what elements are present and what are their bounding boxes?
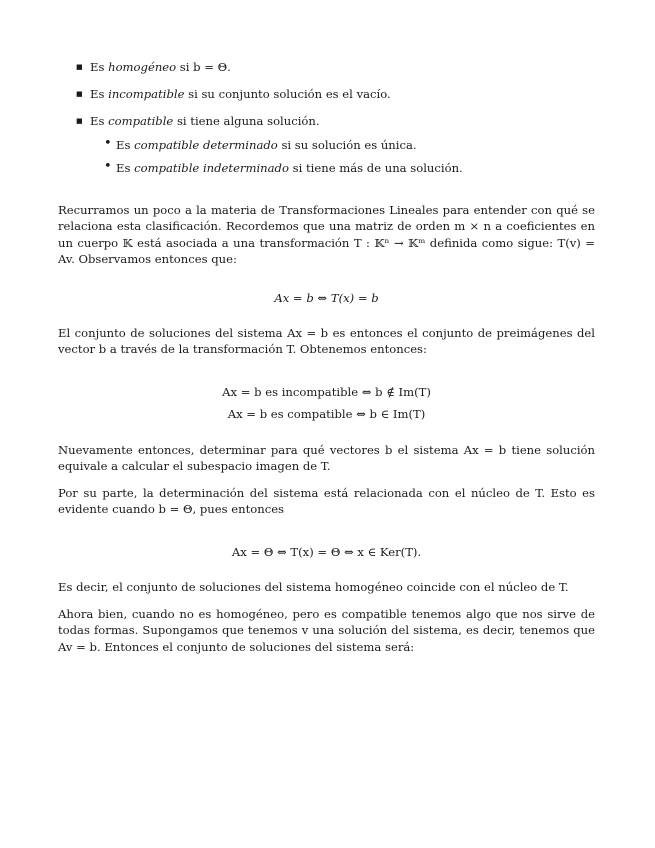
list-item-text: si su solución es única. — [277, 138, 417, 153]
list-item-term: compatible determinado — [134, 138, 278, 153]
list-item — [104, 137, 596, 153]
compatible-sublist — [104, 137, 596, 176]
list-item-text: si su conjunto solución es el vacío. — [184, 86, 391, 101]
paragraph-transformations: Recurramos un poco a la materia de Transformaciones Lineales para entender con qué se relaciona esta clasificación. Recordemos que una matriz de orden m × n a coeficientes en un cuerpo 𝕂 está asociada a una transformación T : 𝕂ⁿ → 𝕂ᵐ definida como sigue: T(v) = Av. Observamos entonces que: — [58, 203, 595, 267]
list-item-text: Es — [90, 86, 109, 101]
paragraph-non-homogeneous: Ahora bien, cuando no es homogéneo, pero es compatible tenemos algo que nos sirve de todas formas. Supongamos que tenemos v una solución del sistema, es decir, tenemos que Av = b. Entonces el conjunto de soluciones del sistema será: — [58, 607, 595, 654]
list-item-text: Es — [116, 138, 135, 153]
list-item-text: Es — [116, 160, 135, 175]
list-item-term: homogéneo — [108, 60, 177, 74]
equation-kernel: Ax = Θ ⇔ T(x) = Θ ⇔ x ∈ Ker(T). — [231, 545, 422, 559]
list-item-text: Es — [90, 60, 109, 74]
list-item — [76, 86, 596, 102]
paragraph-image: Nuevamente entonces, determinar para qué vectores b el sistema Ax = b tiene solución equivale a calcular el subespacio imagen de T. — [58, 443, 595, 474]
list-item-term: compatible — [108, 113, 174, 128]
list-item-text: si tiene alguna solución. — [173, 113, 320, 128]
list-item-term: compatible indeterminado — [134, 160, 289, 175]
list-item-text: si b = Θ. — [176, 60, 231, 74]
equation-incompatible: Ax = b es incompatible ⇔ b ∉ Im(T) — [222, 385, 431, 399]
paragraph-preimages: El conjunto de soluciones del sistema Ax = b es entonces el conjunto de preimágenes del vector b a través de la transformación T. Obtenemos entonces: — [58, 326, 595, 357]
paragraph-kernel: Por su parte, la determinación del sistema está relacionada con el núcleo de T. Esto es evidente cuando b = Θ, pues entonces — [58, 486, 595, 517]
paragraph-homogeneous: Es decir, el conjunto de soluciones del sistema homogéneo coincide con el núcleo de T. — [58, 580, 569, 594]
list-item — [76, 113, 596, 176]
equation-compatible: Ax = b es compatible ⇔ b ∈ Im(T) — [227, 407, 426, 421]
list-item — [104, 160, 596, 176]
list-item-text: si tiene más de una solución. — [288, 160, 463, 175]
classification-list — [76, 59, 596, 187]
equation-ax-b: Ax = b ⇔ T(x) = b — [274, 291, 379, 305]
list-item — [76, 59, 596, 75]
list-item-term: incompatible — [108, 86, 185, 101]
list-item-text: Es — [90, 113, 109, 128]
